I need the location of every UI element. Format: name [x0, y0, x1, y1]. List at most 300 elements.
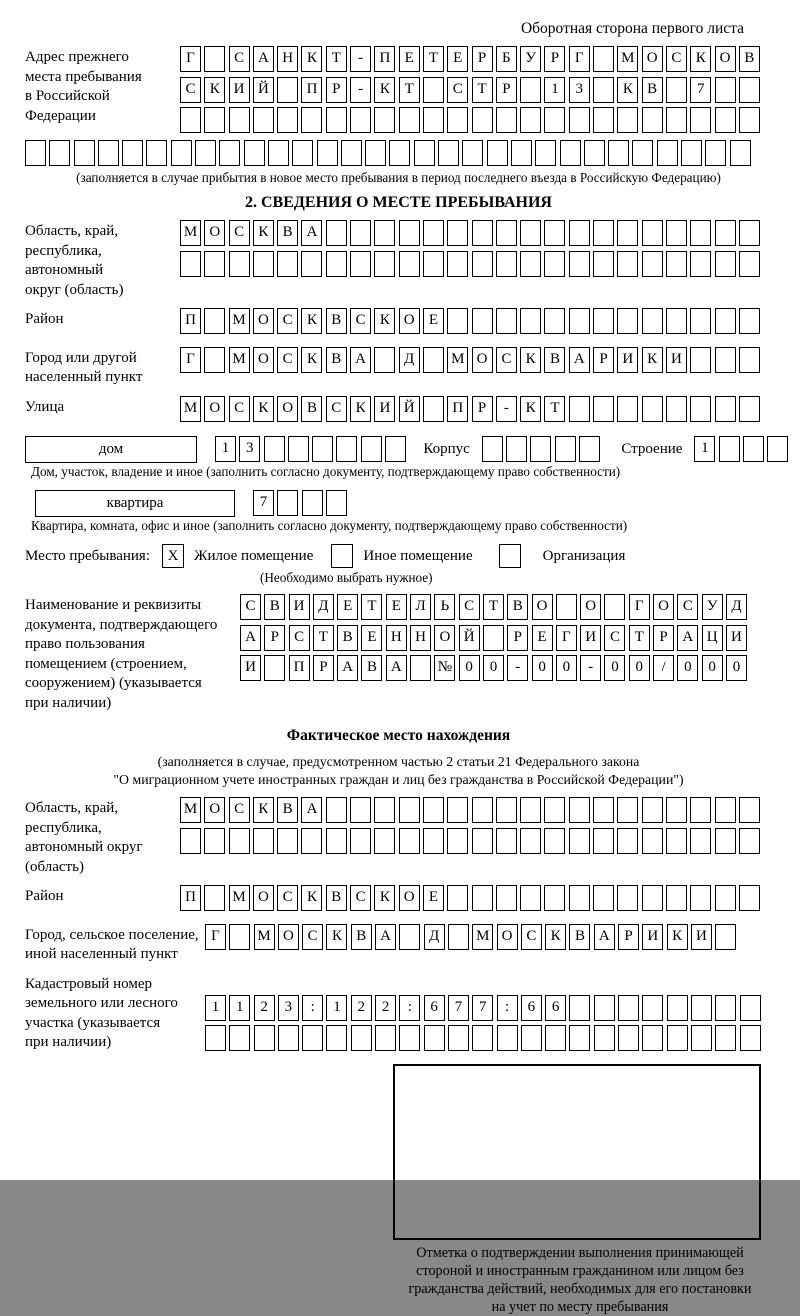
char-cell[interactable]: [326, 490, 347, 516]
char-cell[interactable]: [204, 308, 225, 334]
char-cell[interactable]: [447, 828, 468, 854]
char-cell[interactable]: В: [569, 924, 590, 950]
char-cell[interactable]: [482, 436, 503, 462]
char-cell[interactable]: [569, 220, 590, 246]
char-cell[interactable]: [520, 828, 541, 854]
char-cell[interactable]: Р: [264, 625, 285, 651]
char-cell[interactable]: [569, 1025, 590, 1051]
char-cell[interactable]: Т: [544, 396, 565, 422]
char-cell[interactable]: [642, 995, 663, 1021]
char-cell[interactable]: О: [653, 594, 674, 620]
char-cell[interactable]: [544, 251, 565, 277]
char-cell[interactable]: [715, 797, 736, 823]
char-cell[interactable]: [691, 995, 712, 1021]
char-cell[interactable]: [666, 308, 687, 334]
char-cell[interactable]: Е: [532, 625, 553, 651]
char-cell[interactable]: [666, 396, 687, 422]
char-cell[interactable]: В: [337, 625, 358, 651]
char-cell[interactable]: [219, 140, 240, 166]
char-cell[interactable]: [617, 220, 638, 246]
char-cell[interactable]: И: [617, 347, 638, 373]
char-cell[interactable]: [715, 995, 736, 1021]
char-cell[interactable]: [205, 1025, 226, 1051]
char-cell[interactable]: [365, 140, 386, 166]
char-cell[interactable]: [632, 140, 653, 166]
char-cell[interactable]: [666, 828, 687, 854]
char-cell[interactable]: [326, 797, 347, 823]
char-cell[interactable]: [472, 885, 493, 911]
char-cell[interactable]: С: [604, 625, 625, 651]
char-cell[interactable]: И: [666, 347, 687, 373]
char-cell[interactable]: [767, 436, 788, 462]
char-cell[interactable]: Г: [205, 924, 226, 950]
char-cell[interactable]: [642, 107, 663, 133]
char-cell[interactable]: [350, 828, 371, 854]
char-cell[interactable]: М: [229, 308, 250, 334]
char-cell[interactable]: Г: [629, 594, 650, 620]
char-cell[interactable]: [690, 396, 711, 422]
char-cell[interactable]: Г: [180, 46, 201, 72]
char-cell[interactable]: [301, 107, 322, 133]
char-cell[interactable]: [447, 308, 468, 334]
char-cell[interactable]: -: [507, 655, 528, 681]
char-cell[interactable]: И: [691, 924, 712, 950]
char-cell[interactable]: [375, 1025, 396, 1051]
char-cell[interactable]: [569, 107, 590, 133]
char-cell[interactable]: [361, 436, 382, 462]
char-cell[interactable]: Е: [337, 594, 358, 620]
char-cell[interactable]: [496, 885, 517, 911]
char-cell[interactable]: 0: [726, 655, 747, 681]
char-cell[interactable]: [667, 995, 688, 1021]
char-cell[interactable]: [715, 885, 736, 911]
char-cell[interactable]: В: [361, 655, 382, 681]
char-cell[interactable]: [268, 140, 289, 166]
char-cell[interactable]: Р: [496, 77, 517, 103]
char-cell[interactable]: [302, 1025, 323, 1051]
char-cell[interactable]: Т: [472, 77, 493, 103]
char-cell[interactable]: [301, 828, 322, 854]
char-cell[interactable]: [618, 995, 639, 1021]
char-cell[interactable]: [146, 140, 167, 166]
char-cell[interactable]: И: [240, 655, 261, 681]
char-cell[interactable]: С: [229, 46, 250, 72]
char-cell[interactable]: [254, 1025, 275, 1051]
char-cell[interactable]: В: [642, 77, 663, 103]
char-cell[interactable]: [690, 885, 711, 911]
char-cell[interactable]: 0: [604, 655, 625, 681]
char-cell[interactable]: [326, 828, 347, 854]
char-cell[interactable]: [690, 797, 711, 823]
char-cell[interactable]: [715, 828, 736, 854]
char-cell[interactable]: Л: [410, 594, 431, 620]
char-cell[interactable]: С: [496, 347, 517, 373]
char-cell[interactable]: [556, 594, 577, 620]
char-cell[interactable]: -: [496, 396, 517, 422]
char-cell[interactable]: [438, 140, 459, 166]
char-cell[interactable]: Т: [423, 46, 444, 72]
char-cell[interactable]: [180, 828, 201, 854]
char-cell[interactable]: [204, 251, 225, 277]
stay-option-other-checkbox[interactable]: [331, 544, 353, 568]
char-cell[interactable]: [740, 1025, 761, 1051]
char-cell[interactable]: [715, 924, 736, 950]
char-cell[interactable]: Г: [569, 46, 590, 72]
char-cell[interactable]: [447, 107, 468, 133]
char-cell[interactable]: К: [374, 308, 395, 334]
char-cell[interactable]: 1: [229, 995, 250, 1021]
char-cell[interactable]: [739, 220, 760, 246]
char-cell[interactable]: [593, 251, 614, 277]
char-cell[interactable]: [350, 220, 371, 246]
char-cell[interactable]: 0: [556, 655, 577, 681]
char-cell[interactable]: О: [497, 924, 518, 950]
char-cell[interactable]: [447, 251, 468, 277]
char-cell[interactable]: С: [277, 308, 298, 334]
char-cell[interactable]: :: [399, 995, 420, 1021]
char-cell[interactable]: [715, 347, 736, 373]
char-cell[interactable]: [715, 107, 736, 133]
char-cell[interactable]: [642, 396, 663, 422]
char-cell[interactable]: [690, 220, 711, 246]
char-cell[interactable]: Т: [483, 594, 504, 620]
char-cell[interactable]: Р: [472, 46, 493, 72]
char-cell[interactable]: С: [229, 797, 250, 823]
char-cell[interactable]: [642, 797, 663, 823]
char-cell[interactable]: [423, 251, 444, 277]
char-cell[interactable]: [350, 797, 371, 823]
char-cell[interactable]: [739, 828, 760, 854]
char-cell[interactable]: Т: [326, 46, 347, 72]
char-cell[interactable]: [739, 347, 760, 373]
char-cell[interactable]: [520, 308, 541, 334]
char-cell[interactable]: 6: [521, 995, 542, 1021]
char-cell[interactable]: Б: [496, 46, 517, 72]
char-cell[interactable]: Д: [313, 594, 334, 620]
char-cell[interactable]: [423, 347, 444, 373]
char-cell[interactable]: [715, 1025, 736, 1051]
char-cell[interactable]: [618, 1025, 639, 1051]
char-cell[interactable]: [277, 828, 298, 854]
char-cell[interactable]: [642, 828, 663, 854]
char-cell[interactable]: [472, 797, 493, 823]
char-cell[interactable]: [336, 436, 357, 462]
char-cell[interactable]: [341, 140, 362, 166]
char-cell[interactable]: [302, 490, 323, 516]
char-cell[interactable]: С: [666, 46, 687, 72]
char-cell[interactable]: А: [301, 220, 322, 246]
char-cell[interactable]: К: [301, 347, 322, 373]
char-cell[interactable]: 0: [483, 655, 504, 681]
char-cell[interactable]: П: [289, 655, 310, 681]
char-cell[interactable]: [666, 107, 687, 133]
char-cell[interactable]: [264, 655, 285, 681]
char-cell[interactable]: О: [715, 46, 736, 72]
char-cell[interactable]: [487, 140, 508, 166]
char-cell[interactable]: Г: [556, 625, 577, 651]
char-cell[interactable]: О: [253, 885, 274, 911]
char-cell[interactable]: О: [204, 220, 225, 246]
char-cell[interactable]: [399, 828, 420, 854]
char-cell[interactable]: Р: [472, 396, 493, 422]
char-cell[interactable]: А: [301, 797, 322, 823]
char-cell[interactable]: [496, 220, 517, 246]
char-cell[interactable]: [594, 995, 615, 1021]
char-cell[interactable]: М: [254, 924, 275, 950]
char-cell[interactable]: [122, 140, 143, 166]
char-cell[interactable]: 2: [351, 995, 372, 1021]
char-cell[interactable]: :: [302, 995, 323, 1021]
char-cell[interactable]: [739, 251, 760, 277]
char-cell[interactable]: [642, 885, 663, 911]
char-cell[interactable]: Е: [423, 308, 444, 334]
char-cell[interactable]: 1: [544, 77, 565, 103]
char-cell[interactable]: [739, 885, 760, 911]
char-cell[interactable]: -: [350, 77, 371, 103]
char-cell[interactable]: Й: [399, 396, 420, 422]
char-cell[interactable]: [705, 140, 726, 166]
char-cell[interactable]: С: [240, 594, 261, 620]
char-cell[interactable]: Ц: [702, 625, 723, 651]
char-cell[interactable]: [447, 220, 468, 246]
char-cell[interactable]: 1: [205, 995, 226, 1021]
char-cell[interactable]: Н: [386, 625, 407, 651]
char-cell[interactable]: Н: [277, 46, 298, 72]
char-cell[interactable]: Н: [410, 625, 431, 651]
char-cell[interactable]: 0: [677, 655, 698, 681]
char-cell[interactable]: К: [545, 924, 566, 950]
char-cell[interactable]: М: [180, 396, 201, 422]
char-cell[interactable]: К: [204, 77, 225, 103]
char-cell[interactable]: [229, 1025, 250, 1051]
char-cell[interactable]: [739, 308, 760, 334]
char-cell[interactable]: 7: [448, 995, 469, 1021]
char-cell[interactable]: [423, 107, 444, 133]
char-cell[interactable]: 6: [545, 995, 566, 1021]
char-cell[interactable]: Р: [326, 77, 347, 103]
char-cell[interactable]: П: [301, 77, 322, 103]
char-cell[interactable]: Т: [629, 625, 650, 651]
char-cell[interactable]: С: [350, 308, 371, 334]
char-cell[interactable]: [399, 107, 420, 133]
char-cell[interactable]: [569, 308, 590, 334]
char-cell[interactable]: 7: [253, 490, 274, 516]
char-cell[interactable]: М: [180, 220, 201, 246]
char-cell[interactable]: [617, 885, 638, 911]
char-cell[interactable]: [204, 347, 225, 373]
char-cell[interactable]: [229, 828, 250, 854]
char-cell[interactable]: 1: [694, 436, 715, 462]
char-cell[interactable]: В: [544, 347, 565, 373]
char-cell[interactable]: [520, 885, 541, 911]
char-cell[interactable]: [593, 308, 614, 334]
char-cell[interactable]: С: [277, 885, 298, 911]
char-cell[interactable]: К: [253, 396, 274, 422]
char-cell[interactable]: [569, 396, 590, 422]
char-cell[interactable]: [374, 797, 395, 823]
char-cell[interactable]: О: [204, 396, 225, 422]
char-cell[interactable]: С: [289, 625, 310, 651]
stay-option-residential-checkbox[interactable]: X: [162, 544, 184, 568]
char-cell[interactable]: [739, 107, 760, 133]
char-cell[interactable]: [350, 251, 371, 277]
char-cell[interactable]: [715, 396, 736, 422]
char-cell[interactable]: Т: [361, 594, 382, 620]
char-cell[interactable]: [423, 77, 444, 103]
char-cell[interactable]: [399, 1025, 420, 1051]
char-cell[interactable]: О: [642, 46, 663, 72]
char-cell[interactable]: [593, 885, 614, 911]
char-cell[interactable]: [399, 924, 420, 950]
char-cell[interactable]: [448, 924, 469, 950]
char-cell[interactable]: С: [277, 347, 298, 373]
char-cell[interactable]: [98, 140, 119, 166]
char-cell[interactable]: [277, 107, 298, 133]
char-cell[interactable]: [277, 77, 298, 103]
char-cell[interactable]: [666, 220, 687, 246]
char-cell[interactable]: [594, 1025, 615, 1051]
char-cell[interactable]: [253, 251, 274, 277]
char-cell[interactable]: К: [374, 77, 395, 103]
char-cell[interactable]: [180, 251, 201, 277]
char-cell[interactable]: [49, 140, 70, 166]
char-cell[interactable]: [608, 140, 629, 166]
char-cell[interactable]: [691, 1025, 712, 1051]
char-cell[interactable]: Т: [399, 77, 420, 103]
char-cell[interactable]: [244, 140, 265, 166]
char-cell[interactable]: [497, 1025, 518, 1051]
char-cell[interactable]: [462, 140, 483, 166]
char-cell[interactable]: М: [180, 797, 201, 823]
char-cell[interactable]: О: [580, 594, 601, 620]
char-cell[interactable]: [730, 140, 751, 166]
char-cell[interactable]: [530, 436, 551, 462]
char-cell[interactable]: 3: [569, 77, 590, 103]
char-cell[interactable]: [617, 797, 638, 823]
char-cell[interactable]: [496, 107, 517, 133]
char-cell[interactable]: 7: [690, 77, 711, 103]
char-cell[interactable]: [569, 995, 590, 1021]
char-cell[interactable]: Д: [726, 594, 747, 620]
char-cell[interactable]: [642, 251, 663, 277]
char-cell[interactable]: Т: [313, 625, 334, 651]
char-cell[interactable]: Е: [399, 46, 420, 72]
char-cell[interactable]: [374, 251, 395, 277]
char-cell[interactable]: [521, 1025, 542, 1051]
char-cell[interactable]: Р: [544, 46, 565, 72]
char-cell[interactable]: С: [302, 924, 323, 950]
char-cell[interactable]: /: [653, 655, 674, 681]
char-cell[interactable]: К: [617, 77, 638, 103]
char-cell[interactable]: [579, 436, 600, 462]
char-cell[interactable]: [326, 220, 347, 246]
char-cell[interactable]: [253, 107, 274, 133]
char-cell[interactable]: В: [351, 924, 372, 950]
char-cell[interactable]: [715, 251, 736, 277]
char-cell[interactable]: [739, 396, 760, 422]
char-cell[interactable]: [690, 347, 711, 373]
char-cell[interactable]: [719, 436, 740, 462]
char-cell[interactable]: [350, 107, 371, 133]
char-cell[interactable]: В: [301, 396, 322, 422]
char-cell[interactable]: [642, 1025, 663, 1051]
char-cell[interactable]: [472, 107, 493, 133]
char-cell[interactable]: 2: [254, 995, 275, 1021]
char-cell[interactable]: А: [337, 655, 358, 681]
char-cell[interactable]: С: [459, 594, 480, 620]
char-cell[interactable]: [666, 885, 687, 911]
char-cell[interactable]: В: [264, 594, 285, 620]
char-cell[interactable]: [535, 140, 556, 166]
char-cell[interactable]: [472, 251, 493, 277]
char-cell[interactable]: К: [301, 308, 322, 334]
char-cell[interactable]: [569, 828, 590, 854]
char-cell[interactable]: [617, 251, 638, 277]
char-cell[interactable]: И: [580, 625, 601, 651]
char-cell[interactable]: К: [667, 924, 688, 950]
char-cell[interactable]: Й: [459, 625, 480, 651]
char-cell[interactable]: О: [277, 396, 298, 422]
char-cell[interactable]: И: [229, 77, 250, 103]
char-cell[interactable]: [690, 107, 711, 133]
char-cell[interactable]: [617, 308, 638, 334]
char-cell[interactable]: К: [301, 46, 322, 72]
char-cell[interactable]: К: [253, 220, 274, 246]
char-cell[interactable]: [740, 995, 761, 1021]
char-cell[interactable]: [617, 828, 638, 854]
char-cell[interactable]: [312, 436, 333, 462]
char-cell[interactable]: [739, 77, 760, 103]
char-cell[interactable]: Е: [423, 885, 444, 911]
char-cell[interactable]: Р: [618, 924, 639, 950]
char-cell[interactable]: [560, 140, 581, 166]
char-cell[interactable]: 3: [278, 995, 299, 1021]
char-cell[interactable]: П: [374, 46, 395, 72]
char-cell[interactable]: [604, 594, 625, 620]
char-cell[interactable]: С: [326, 396, 347, 422]
char-cell[interactable]: [681, 140, 702, 166]
char-cell[interactable]: А: [569, 347, 590, 373]
char-cell[interactable]: [326, 107, 347, 133]
char-cell[interactable]: К: [350, 396, 371, 422]
char-cell[interactable]: А: [350, 347, 371, 373]
char-cell[interactable]: [569, 251, 590, 277]
char-cell[interactable]: А: [240, 625, 261, 651]
char-cell[interactable]: С: [350, 885, 371, 911]
char-cell[interactable]: [690, 828, 711, 854]
char-cell[interactable]: [317, 140, 338, 166]
char-cell[interactable]: [389, 140, 410, 166]
char-cell[interactable]: [544, 797, 565, 823]
char-cell[interactable]: [264, 436, 285, 462]
char-cell[interactable]: [690, 308, 711, 334]
char-cell[interactable]: О: [434, 625, 455, 651]
char-cell[interactable]: [593, 828, 614, 854]
char-cell[interactable]: [506, 436, 527, 462]
char-cell[interactable]: [715, 308, 736, 334]
char-cell[interactable]: И: [726, 625, 747, 651]
char-cell[interactable]: [544, 220, 565, 246]
char-cell[interactable]: [483, 625, 504, 651]
char-cell[interactable]: [288, 436, 309, 462]
char-cell[interactable]: [593, 220, 614, 246]
char-cell[interactable]: Р: [507, 625, 528, 651]
char-cell[interactable]: [593, 77, 614, 103]
char-cell[interactable]: С: [521, 924, 542, 950]
char-cell[interactable]: [410, 655, 431, 681]
char-cell[interactable]: М: [447, 347, 468, 373]
char-cell[interactable]: [326, 1025, 347, 1051]
